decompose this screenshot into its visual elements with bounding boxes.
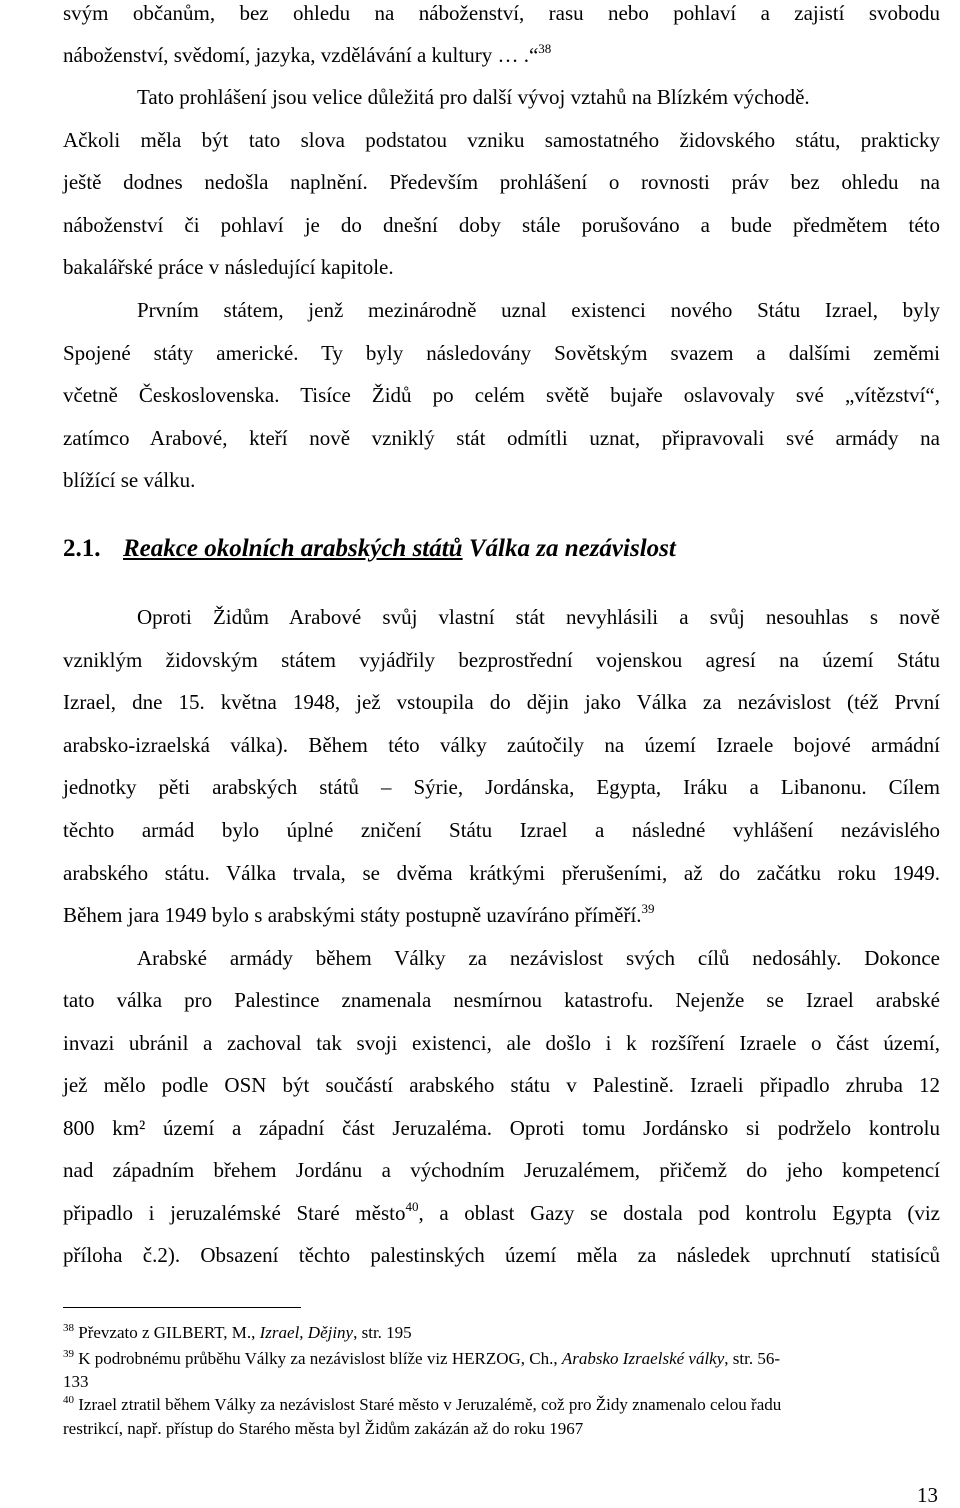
paragraph-line: bakalářské práce v následující kapitole.	[63, 255, 394, 279]
section-heading	[63, 535, 676, 563]
paragraph-line: arabsko-izraelská válka). Během této války zaútočily na území Izraele bojové armádní	[63, 733, 940, 757]
footnote-38: $^{38}$ Převzato z GILBERT, M., Izrael, Dějiny, str. 195	[63, 1322, 412, 1342]
footnote-40: $^{40}$ Izrael ztratil během Války za nezávislost Staré město v Jeruzalémě, což pro Židy znamenalo celou řadu	[63, 1394, 782, 1414]
paragraph-line: připadlo i jeruzalémské Staré město$^{40}$, a oblast Gazy se dostala pod kontrolu Egypta (viz	[63, 1199, 940, 1225]
paragraph-line: blížící se válku.	[63, 468, 196, 492]
paragraph-line: Oproti Židům Arabové svůj vlastní stát nevyhlásili a svůj nesouhlas s nově	[137, 605, 940, 629]
paragraph-line: zatímco Arabové, kteří nově vzniklý stát odmítli uznat, připravovali své armády na	[63, 426, 940, 450]
footnote-39-continued: 133	[63, 1372, 89, 1391]
paragraph-line: jednotky pěti arabských států – Sýrie, Jordánska, Egypta, Iráku a Libanonu. Cílem	[63, 775, 940, 799]
footnote-40-continued: restrikcí, např. přístup do Starého města byl Židům zakázán až do roku 1967	[63, 1419, 584, 1438]
footnote-ref-38[interactable]: 38	[538, 41, 552, 56]
paragraph-line: Tato prohlášení jsou velice důležitá pro další vývoj vztahů na Blízkém východě.	[137, 85, 810, 109]
paragraph-line: včetně Československa. Tisíce Židů po celém světě bujaře oslavovaly své „vítězství“,	[63, 383, 940, 407]
paragraph-line: 800 km² území a západní část Jeruzaléma. Oproti tomu Jordánsko si podrželo kontrolu	[63, 1116, 940, 1140]
paragraph-line: jež mělo podle OSN být součástí arabského státu v Palestině. Izraeli připadlo zhruba 12	[63, 1073, 940, 1097]
section-title-part2: Válka za nezávislost	[462, 535, 676, 562]
paragraph-line: Arabské armády během Války za nezávislost svých cílů nedosáhly. Dokonce	[137, 946, 940, 970]
page-number: 13	[917, 1483, 938, 1507]
paragraph-line: arabského státu. Válka trvala, se dvěma krátkými přerušeními, až do začátku roku 1949.	[63, 861, 940, 885]
footnote-separator	[63, 1307, 301, 1308]
paragraph-line: nad západním břehem Jordánu a východním Jeruzalémem, přičemž do jeho kompetencí	[63, 1158, 940, 1182]
paragraph-line: Ačkoli měla být tato slova podstatou vzniku samostatného židovského státu, prakticky	[63, 128, 940, 152]
paragraph-line: Prvním státem, jenž mezinárodně uznal existenci nového Státu Izrael, byly	[137, 298, 940, 322]
section-number: 2.1.	[63, 535, 101, 562]
paragraph-line: vzniklým židovským státem vyjádřily bezprostřední vojenskou agresí na území Státu	[63, 648, 940, 672]
footnote-ref-40[interactable]: 40	[405, 1199, 419, 1214]
footnote-ref-39[interactable]: 39	[641, 901, 655, 916]
paragraph-line: Izrael, dne 15. května 1948, jež vstoupila do dějin jako Válka za nezávislost (též První	[63, 690, 940, 714]
paragraph-line: Během jara 1949 bylo s arabskými státy postupně uzavíráno příměří.$^{39}$	[63, 901, 655, 927]
paragraph-line: ještě dodnes nedošla naplnění. Především prohlášení o rovnosti práv bez ohledu na	[63, 170, 940, 194]
paragraph-line: příloha č.2). Obsazení těchto palestinských území měla za následek uprchnutí statisíců	[63, 1243, 940, 1267]
paragraph-line: invazi ubránil a zachoval tak svoji existenci, ale došlo i k rozšíření Izraele o část území,	[63, 1031, 940, 1055]
paragraph-line: náboženství, svědomí, jazyka, vzdělávání a kultury … .“$^{38}$	[63, 41, 552, 67]
paragraph-line: Spojené státy americké. Ty byly následovány Sovětským svazem a dalšími zeměmi	[63, 341, 940, 365]
paragraph-line: náboženství či pohlaví je do dnešní doby stále porušováno a bude předmětem této	[63, 213, 940, 237]
footnote-39: $^{39}$ K podrobnému průběhu Války za nezávislost blíže viz HERZOG, Ch., Arabsko Izraelské války, str. 56-	[63, 1348, 780, 1368]
paragraph-line: tato válka pro Palestince znamenala nesmírnou katastrofu. Nejenže se Izrael arabské	[63, 988, 940, 1012]
section-title-part1: Reakce okolních arabských států	[123, 535, 463, 562]
paragraph-line: těchto armád bylo úplné zničení Státu Izrael a následné vyhlášení nezávislého	[63, 818, 940, 842]
paragraph-line: svým občanům, bez ohledu na náboženství, rasu nebo pohlaví a zajistí svobodu	[63, 1, 940, 25]
